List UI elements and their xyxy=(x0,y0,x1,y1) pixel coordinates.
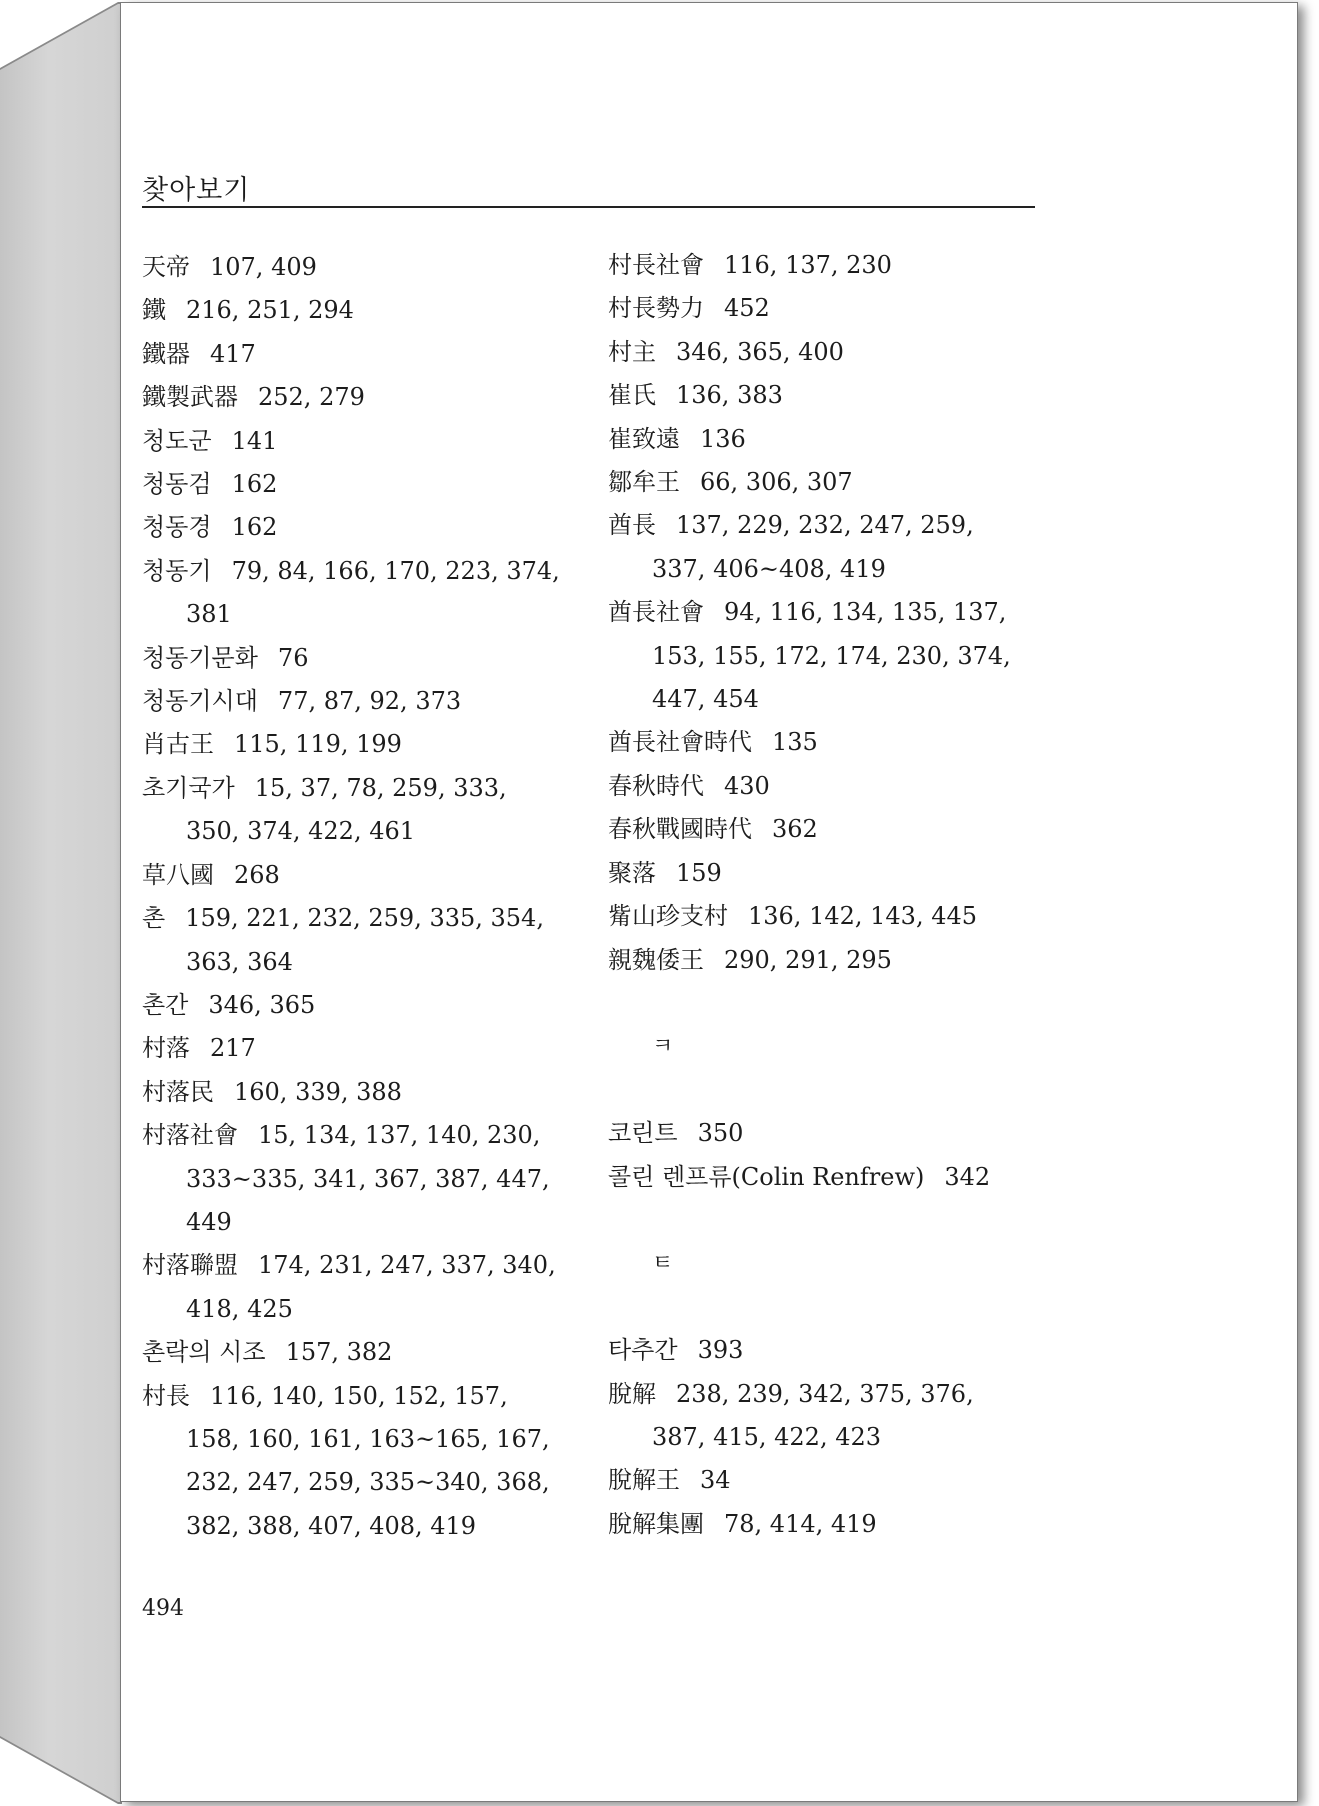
index-entry xyxy=(608,244,1048,287)
index-entry xyxy=(142,680,582,723)
index-column-right xyxy=(608,244,1048,1546)
index-term: 觜山珍支村 xyxy=(608,902,728,931)
index-term: 청동검 xyxy=(142,470,212,499)
index-entry xyxy=(142,723,582,766)
index-pages: 160, 339, 388 xyxy=(234,1077,402,1106)
index-entry xyxy=(608,1459,1048,1502)
index-term: 村落民 xyxy=(142,1077,214,1106)
index-entry xyxy=(608,939,1048,982)
index-pages: 290, 291, 295 xyxy=(724,945,892,974)
index-term: 청도군 xyxy=(142,426,212,455)
index-entry xyxy=(608,852,1048,895)
index-pages: 141 xyxy=(231,426,278,455)
index-pages: 94, 116, 134, 135, 137, xyxy=(724,598,1007,627)
index-group-ch xyxy=(608,244,1048,982)
index-pages: 15, 37, 78, 259, 333, xyxy=(254,773,507,802)
index-pages: 174, 231, 247, 337, 340, xyxy=(258,1251,556,1280)
index-pages: 346, 365, 400 xyxy=(676,337,844,366)
index-entry xyxy=(608,1373,1048,1460)
index-pages: 430 xyxy=(724,771,770,800)
index-term: 聚落 xyxy=(608,858,656,887)
index-entry xyxy=(608,895,1048,938)
index-term: 村主 xyxy=(608,337,656,366)
index-pages: 136, 383 xyxy=(676,381,783,410)
section-spacer xyxy=(608,1286,1048,1329)
index-pages: 346, 365 xyxy=(208,990,316,1019)
index-term: 天帝 xyxy=(142,253,190,281)
index-entry xyxy=(142,289,582,332)
index-term: 村落 xyxy=(142,1034,190,1063)
index-pages: 34 xyxy=(700,1466,731,1495)
index-pages-continued: 382, 388, 407, 408, 419 xyxy=(186,1511,477,1540)
index-pages: 136 xyxy=(700,424,746,453)
index-term: 酋長社會時代 xyxy=(608,728,752,757)
index-pages: 78, 414, 419 xyxy=(724,1509,877,1538)
index-pages: 107, 409 xyxy=(210,253,317,281)
index-pages-continued: 350, 374, 422, 461 xyxy=(186,817,416,846)
index-pages-continued: 381 xyxy=(186,600,232,629)
index-term: 청동경 xyxy=(142,513,212,542)
index-entry xyxy=(608,721,1048,764)
index-pages: 157, 382 xyxy=(285,1338,393,1367)
index-pages: 159, 221, 232, 259, 335, 354, xyxy=(185,904,544,933)
index-pages: 137, 229, 232, 247, 259, xyxy=(676,511,974,540)
index-entry xyxy=(608,504,1048,591)
index-term: 청동기문화 xyxy=(142,643,258,672)
index-pages: 350 xyxy=(697,1119,744,1148)
index-pages: 216, 251, 294 xyxy=(186,296,354,325)
index-term: 촌 xyxy=(142,904,166,933)
index-pages: 342 xyxy=(944,1162,991,1191)
index-term: 春秋時代 xyxy=(608,771,704,800)
index-entry xyxy=(142,767,582,854)
index-entry xyxy=(142,550,582,637)
index-pages: 362 xyxy=(772,815,818,844)
index-entry xyxy=(142,1375,582,1549)
index-pages: 79, 84, 166, 170, 223, 374, xyxy=(231,556,560,585)
index-term: 肖古王 xyxy=(142,730,214,759)
index-term: 村長社會 xyxy=(608,251,704,279)
index-pages: 66, 306, 307 xyxy=(700,468,853,497)
index-term: 타추간 xyxy=(608,1336,678,1365)
index-term: 草八國 xyxy=(142,860,214,889)
index-group-k xyxy=(608,1112,1048,1199)
index-pages-continued: 363, 364 xyxy=(186,947,293,976)
index-pages-continued: 232, 247, 259, 335~340, 368, xyxy=(186,1468,550,1497)
index-entry xyxy=(608,461,1048,504)
index-entry xyxy=(608,808,1048,851)
index-term: 脫解集團 xyxy=(608,1509,704,1538)
index-entry xyxy=(142,506,582,549)
index-pages: 159 xyxy=(676,858,722,887)
index-term: 鐵器 xyxy=(142,339,190,368)
index-entry xyxy=(608,765,1048,808)
section-spacer xyxy=(608,1069,1048,1112)
index-term: 초기국가 xyxy=(142,773,235,802)
index-pages: 217 xyxy=(210,1034,256,1063)
index-entry xyxy=(142,984,582,1027)
index-term: 崔氏 xyxy=(608,381,656,410)
index-term: 酋長社會 xyxy=(608,598,704,627)
book-spine xyxy=(0,0,122,1806)
index-pages: 76 xyxy=(277,643,309,672)
index-term: 村長勢力 xyxy=(608,294,704,323)
index-pages-continued: 387, 415, 422, 423 xyxy=(652,1422,882,1451)
index-term: 親魏倭王 xyxy=(608,945,704,974)
index-entry xyxy=(142,854,582,897)
index-pages-continued: 449 xyxy=(186,1207,232,1236)
index-entry xyxy=(142,420,582,463)
index-entry xyxy=(608,1112,1048,1155)
index-pages: 135 xyxy=(772,728,818,757)
index-entry xyxy=(142,1244,582,1331)
index-entry xyxy=(142,897,582,984)
page-number: 494 xyxy=(142,1596,184,1621)
index-entry xyxy=(608,1156,1048,1199)
index-entry xyxy=(142,463,582,506)
index-pages: 115, 119, 199 xyxy=(234,730,402,759)
index-pages: 238, 239, 342, 375, 376, xyxy=(676,1379,974,1408)
index-pages: 452 xyxy=(724,294,770,323)
section-spacer xyxy=(608,1199,1048,1242)
index-entry xyxy=(142,246,582,289)
index-term: 春秋戰國時代 xyxy=(608,815,752,844)
index-pages-continued: 418, 425 xyxy=(186,1294,293,1323)
index-term: 鐵 xyxy=(142,296,166,325)
index-entry xyxy=(142,1027,582,1070)
section-heading-t: ㅌ xyxy=(652,1251,674,1277)
index-entry xyxy=(142,376,582,419)
index-pages: 77, 87, 92, 373 xyxy=(277,687,462,716)
index-pages: 162 xyxy=(231,470,278,499)
index-term: 脫解 xyxy=(608,1379,656,1408)
index-term: 청동기시대 xyxy=(142,687,258,716)
index-term: 脫解王 xyxy=(608,1466,680,1495)
index-term: 코린트 xyxy=(608,1119,678,1148)
index-pages: 15, 134, 137, 140, 230, xyxy=(258,1121,541,1150)
index-entry xyxy=(608,418,1048,461)
index-pages: 417 xyxy=(210,339,256,368)
index-entry xyxy=(608,287,1048,330)
section-spacer xyxy=(608,982,1048,1025)
index-term: 콜린 렌프류(Colin Renfrew) xyxy=(608,1162,925,1191)
index-entry xyxy=(142,1071,582,1114)
index-pages-continued: 333~335, 341, 367, 387, 447, xyxy=(186,1164,550,1193)
index-pages-continued: 337, 406~408, 419 xyxy=(652,554,886,583)
index-column-left xyxy=(142,246,582,1548)
index-entry xyxy=(142,333,582,376)
index-pages: 268 xyxy=(234,860,280,889)
index-term: 촌간 xyxy=(142,990,189,1019)
index-entry xyxy=(142,1114,582,1244)
index-term: 村長 xyxy=(142,1381,190,1410)
index-term: 村落聯盟 xyxy=(142,1251,238,1280)
index-entry xyxy=(142,637,582,680)
index-pages: 162 xyxy=(231,513,278,542)
index-group-t xyxy=(608,1329,1048,1546)
page-title: 찾아보기 xyxy=(142,175,251,206)
index-entry xyxy=(608,374,1048,417)
index-pages: 252, 279 xyxy=(258,383,365,412)
index-pages-continued: 158, 160, 161, 163~165, 167, xyxy=(186,1424,550,1453)
index-term: 鐵製武器 xyxy=(142,383,238,412)
index-entry xyxy=(608,591,1048,721)
index-term: 村落社會 xyxy=(142,1121,238,1150)
index-term: 촌락의 시조 xyxy=(142,1338,266,1367)
index-pages-continued: 153, 155, 172, 174, 230, 374, xyxy=(652,641,1011,670)
index-entry xyxy=(608,1503,1048,1546)
index-term: 鄒牟王 xyxy=(608,468,680,497)
section-heading-k: ㅋ xyxy=(652,1034,674,1060)
index-term: 崔致遠 xyxy=(608,424,680,453)
index-pages: 116, 137, 230 xyxy=(724,251,892,279)
index-pages-continued: 447, 454 xyxy=(652,685,759,714)
index-pages: 116, 140, 150, 152, 157, xyxy=(210,1381,508,1410)
index-term: 酋長 xyxy=(608,511,656,540)
index-entry xyxy=(608,331,1048,374)
header-divider xyxy=(142,206,1035,208)
index-pages: 393 xyxy=(697,1336,744,1365)
index-entry xyxy=(142,1331,582,1374)
index-pages: 136, 142, 143, 445 xyxy=(748,902,978,931)
index-entry xyxy=(608,1329,1048,1372)
index-term: 청동기 xyxy=(142,556,212,585)
